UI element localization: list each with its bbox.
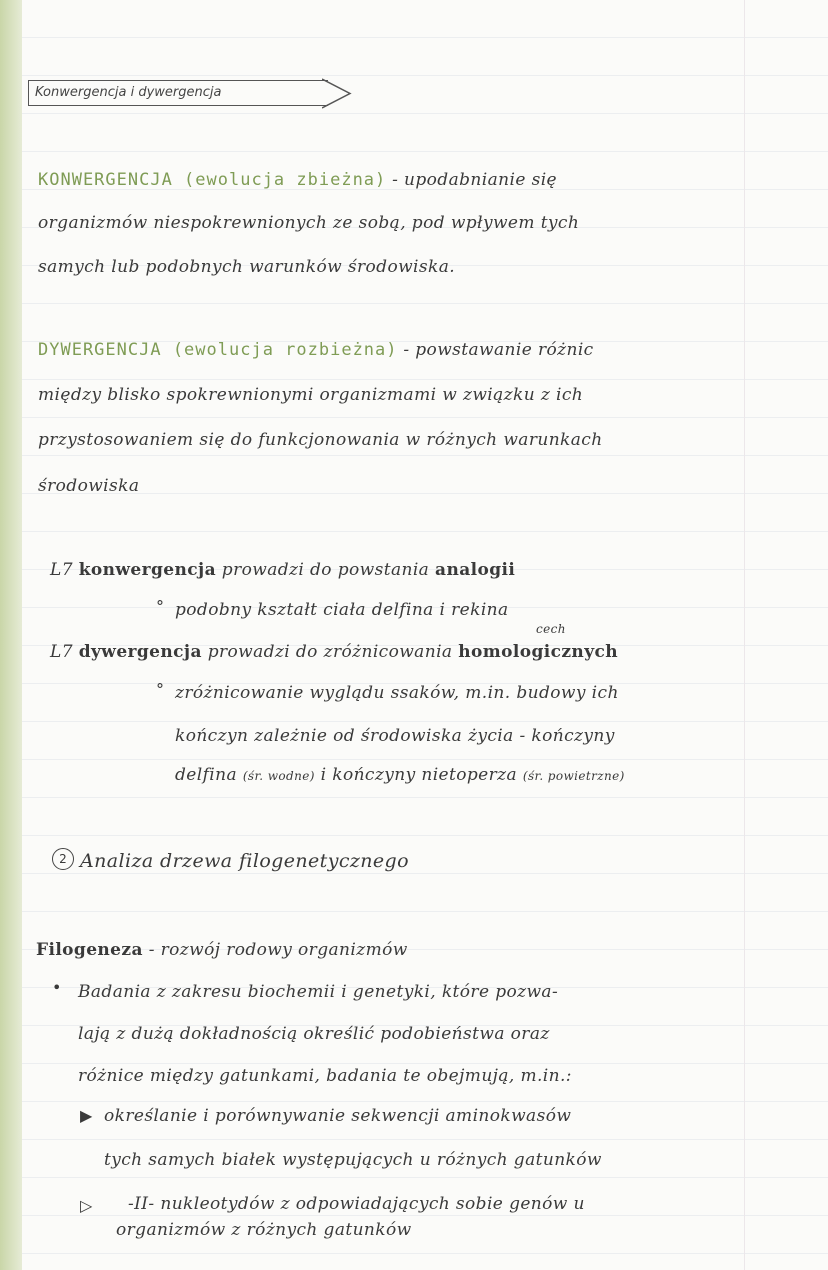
badania-line1: Badania z zakresu biochemii i genetyki, które pozwa- [78, 982, 559, 1002]
sub2-line1 [128, 1194, 585, 1214]
sr-wodne: (śr. wodne) [242, 769, 315, 783]
dywergencja-line1 [38, 340, 594, 360]
badania-line2: lają z dużą dokładnością określić podobieństwa oraz [78, 1024, 550, 1044]
bullet-dot-3: • [52, 978, 62, 997]
filogeneza-def: - rozwój rodowy organizmów [148, 940, 408, 960]
filogeneza-term: Filogeneza [36, 940, 143, 960]
homologicznych-bold: homologicznych [458, 642, 618, 662]
notebook-edge [0, 0, 22, 1270]
konwergencja-line2: organizmów niespokrewnionych ze sobą, pod wpływem tych [38, 213, 580, 233]
konwergencja-line1 [38, 170, 557, 190]
konwergencja-line3: samych lub podobnych warunków środowiska. [38, 257, 456, 277]
topic-tag-label: Konwergencja i dywergencja [35, 85, 222, 100]
sr-powietrzne: (śr. powietrzne) [522, 769, 625, 783]
arrow1-text: prowadzi do powstania [221, 560, 430, 580]
dywergencja-bold: dywergencja [78, 642, 202, 662]
bullet-dot-1: ° [156, 597, 164, 616]
bullet-2-line3 [175, 765, 625, 785]
analogii-bold: analogii [435, 560, 516, 580]
arrow-marker-1: L7 [50, 560, 73, 580]
badania-line3: różnice między gatunkami, badania te obejmują, m.in.: [78, 1066, 572, 1086]
arrow-marker-2: L7 [50, 642, 73, 662]
sub2-line2: organizmów z różnych gatunków [116, 1220, 412, 1240]
bullet-2-line1: zróżnicowanie wyglądu ssaków, m.in. budowy ich [175, 683, 619, 703]
bullet-dot-2: ° [156, 680, 164, 699]
arrow-note-konwergencja [50, 560, 515, 580]
delfina-text: delfina [175, 765, 237, 785]
konwergencja-bold: konwergencja [78, 560, 216, 580]
dywergencja-line3: przystosowaniem się do funkcjonowania w różnych warunkach [38, 430, 603, 450]
insert-word: cech [536, 622, 566, 636]
dywergencja-line4: środowiska [38, 476, 140, 496]
sub1-line1: określanie i porównywanie sekwencji aminokwasów [104, 1106, 572, 1126]
ditto-mark: -II- [128, 1194, 155, 1214]
arrow-note-dywergencja [50, 642, 618, 662]
filogeneza-line [36, 940, 408, 960]
dywergencja-line2: między blisko spokrewnionymi organizmami w związku z ich [38, 385, 584, 405]
konwergencja-term: KONWERGENCJA (ewolucja zbieżna) [38, 170, 387, 190]
triangle-bullet-icon-2: ▷ [80, 1196, 93, 1215]
topic-tag [28, 80, 328, 106]
bullet-1-text: podobny kształt ciała delfina i rekina [175, 600, 509, 620]
section-title: Analiza drzewa filogenetycznego [80, 850, 409, 872]
dywergencja-term: DYWERGENCJA (ewolucja rozbieżna) [38, 340, 398, 360]
section-number: 2 [52, 848, 74, 870]
sub1-line2: tych samych białek występujących u różnych gatunków [104, 1150, 602, 1170]
bullet-2-line2: kończyn zależnie od środowiska życia - kończyny [175, 726, 615, 746]
konczyny-nietoperza: i kończyny nietoperza [320, 765, 518, 785]
triangle-bullet-icon-1: ▶ [80, 1106, 93, 1125]
arrow2-text: prowadzi do zróżnicowania [207, 642, 453, 662]
konwergencja-def-start: - upodabnianie się [392, 170, 558, 190]
tag-arrow-icon [322, 78, 352, 109]
margin-line [744, 0, 745, 1270]
sub2-text: nukleotydów z odpowiadających sobie genów u [160, 1194, 585, 1214]
dywergencja-def-start: - powstawanie różnic [403, 340, 594, 360]
